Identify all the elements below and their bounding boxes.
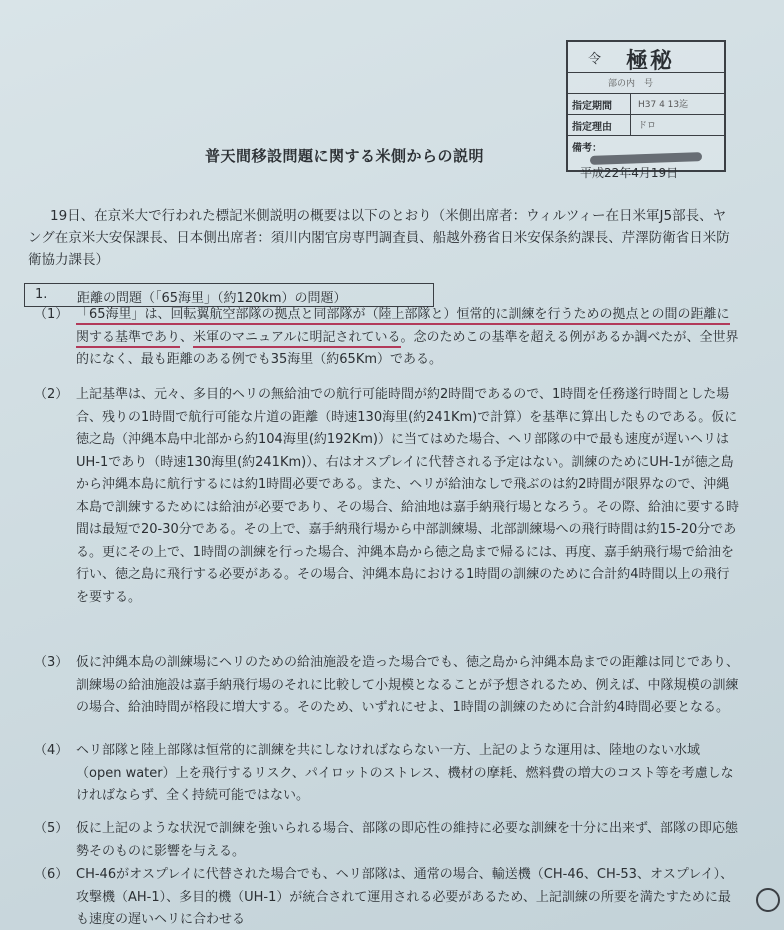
classification-stamp — [566, 40, 726, 172]
stamp-row-label: 指定理由 — [572, 122, 612, 133]
paragraph-number: （1） — [34, 307, 69, 322]
paragraph-text: 上記基準は、元々、多目的ヘリの無給油での航行可能時間が約2時間であるので、1時間を任務遂行時間とした場合、残りの1時間で航行可能な片道の距離（時速130海里(約241Km)で計算）を基準に算出したものである。仮に徳之島（沖縄本島中北部から約104海里(約192Km)）に当てはめた場合、ヘリ部隊の中で最も速度が遅いヘリはUH-1であり（時速130海里(約241Km)）、右はオスプレイに代替される予定はない。訓練のためにUH-1が徳之島から沖縄本島に航行するには約1時間必要である。また、ヘリが給油なしで飛ぶのは約2時間が限界なので、沖縄本島で訓練するためには給油が必要であり、その場合、給油地は嘉手納飛行場となろう。その際、給油に要する時間は最短で20-30分である。その上で、嘉手納飛行場から中部訓練場、北部訓練場への飛行時間は約15-20分である。更にその上で、1時間の訓練を行った場合、沖縄本島から徳之島まで帰るには、再度、嘉手納飛行場で給油を行い、徳之島に飛行する必要がある。その場合、沖縄本島における1時間の訓練のために合計約4時間以上の飛行を要する。 — [76, 387, 740, 605]
paragraph-text — [76, 304, 739, 372]
paragraph-number: （6） — [34, 867, 69, 882]
paragraph-6 — [34, 864, 739, 930]
document-title: 普天間移設問題に関する米側からの説明 — [205, 147, 485, 165]
paragraph-number: （5） — [34, 821, 69, 836]
stamp-row-reason — [568, 115, 724, 136]
underlined-text: 「65海里」は、回転翼航空部隊の拠点と同部隊が（陸上部隊と）恒常的に訓練を行うための拠点との間の距離に関する基準であり — [76, 307, 730, 348]
stamp-row-value: H37 4 13迄 — [638, 100, 689, 110]
text-run: 、 — [180, 329, 194, 345]
section-title: 距離の問題（「65海里」（約120km）の問題） — [77, 291, 347, 306]
paragraph-4 — [34, 740, 739, 808]
paragraph-1 — [34, 304, 739, 372]
paragraph-5 — [34, 818, 739, 863]
paragraph-text: 仮に上記のような状況で訓練を強いられる場合、部隊の即応性の維持に必要な訓練を十分に出来ず、部隊の即応態勢そのものに影響を与える。 — [76, 821, 738, 859]
paragraph-text: 仮に沖縄本島の訓練場にヘリのための給油施設を造った場合でも、徳之島から沖縄本島までの距離は同じであり、訓練場の給油施設は嘉手納飛行場のそれに比較して小規模となることが予想されるため、例えば、中隊規模の訓練の場合、給油時間が格段に増大する。そのため、いずれにせよ、1時間の訓練のために合計約4時間必要となる。 — [76, 655, 740, 715]
document-date: 平成22年4月19日 — [580, 166, 679, 180]
stamp-row-period — [568, 94, 724, 115]
stamp-row-label: 指定期間 — [572, 101, 612, 112]
classification-header — [568, 42, 724, 73]
paragraph-2 — [34, 384, 739, 609]
stamp-row-label: 備考： — [572, 143, 602, 154]
paragraph-text: ヘリ部隊と陸上部隊は恒常的に訓練を共にしなければならない一方、上記のような運用は、陸地のない水域（open water）上を飛行するリスク、パイロットのストレス、機材の摩耗、燃料費の増大のコスト等を考慮しなければならず、全く持続可能ではない。 — [76, 743, 734, 803]
paragraph-number: （4） — [34, 743, 69, 758]
underlined-text: 米軍のマニュアルに明記されている — [193, 330, 400, 348]
page-number-mark — [756, 888, 780, 912]
stamp-copy-row — [568, 73, 724, 94]
stamp-prefix: 令 — [588, 52, 602, 67]
paragraph-3 — [34, 652, 739, 720]
paragraph-number: （3） — [34, 655, 69, 670]
section-number: 1. — [35, 287, 48, 302]
text-run: 。念のためこの基準を超える例があるか調べたが、全世界的になく、最も距離のある例でも35海里（約65Km）である。 — [76, 329, 739, 367]
paragraph-number: （2） — [34, 387, 69, 402]
stamp-copy-label: 部の内 号 — [608, 79, 654, 89]
intro-paragraph: 19日、在京米大で行われた標記米側説明の概要は以下のとおり（米側出席者：ウィルツィー在日米軍J5部長、ヤング在京米大安保課長、日本側出席者：須川内閣官房専門調査員、船越外務省日米安保条約課長、芹澤防衛省日米防衛協力課長） — [28, 208, 730, 268]
classification-label: 極秘 — [626, 49, 675, 74]
paragraph-text: CH-46がオスプレイに代替された場合でも、ヘリ部隊は、通常の場合、輸送機（CH-46、CH-53、オスプレイ）、攻撃機（AH-1）、多目的機（UH-1）が統合されて運用される必要があるため、上記訓練の所要を満たすために最も速度の遅いヘリに合わせる — [76, 867, 734, 927]
stamp-row-value: ドロ — [638, 121, 657, 131]
